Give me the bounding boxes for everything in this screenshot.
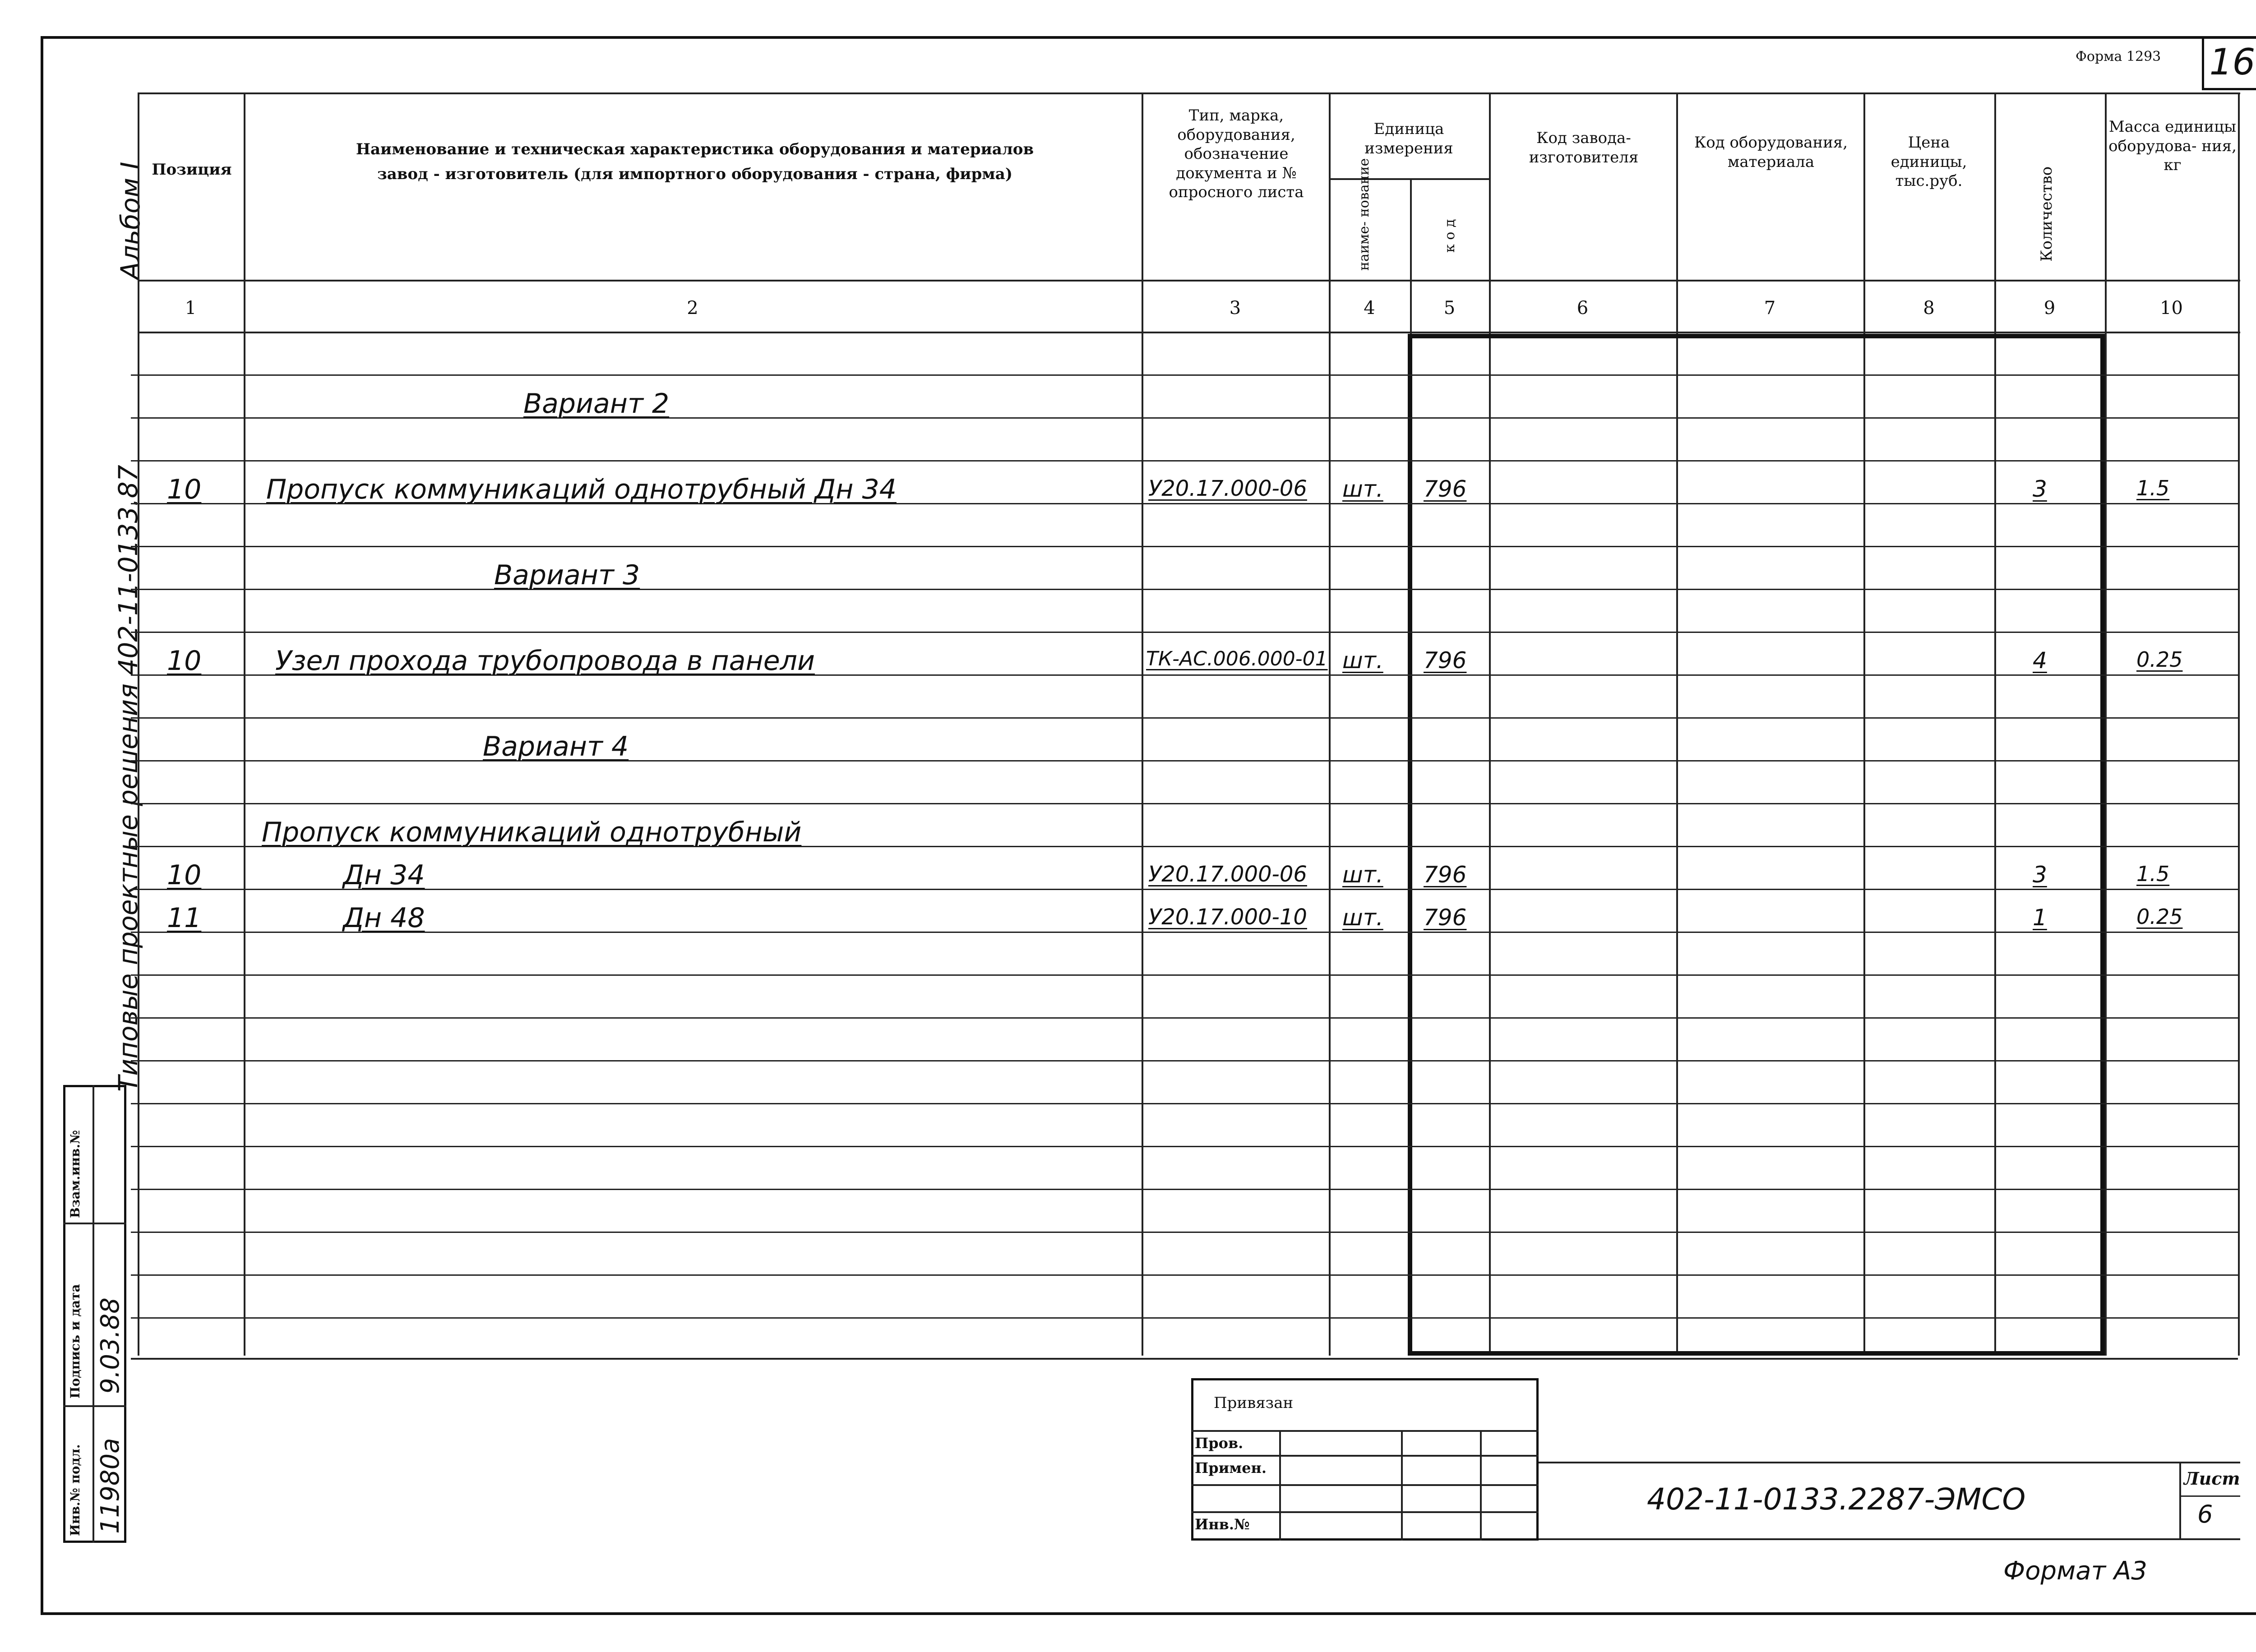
row-variant-4: Вариант 4 — [483, 731, 629, 762]
row3-name: Узел прохода трубопровода в панели — [275, 645, 815, 677]
row1-mass: 1.5 — [2136, 476, 2170, 500]
header-factory-code: Код завода- изготовителя — [1529, 129, 1639, 166]
header-type: Тип, марка, оборудования, обозначение документа и № опросного листа — [1169, 106, 1304, 201]
row6-type: У20.17.000-06 — [1148, 862, 1307, 887]
header-name-line2: завод - изготовитель (для импортного оборудования - страна, фирма) — [377, 165, 1012, 183]
doc-code: 402-11-0133.2287-ЭМСО — [1647, 1482, 2026, 1517]
highlight-box — [1408, 334, 2105, 1356]
colnum-5: 5 — [1443, 298, 1456, 318]
header-unit: Единица измерения — [1364, 120, 1453, 157]
format-label: Формат А3 — [2003, 1556, 2147, 1586]
colnum-1: 1 — [185, 298, 197, 318]
row3-code: 796 — [1424, 647, 1467, 674]
stamp-value-date: 9.03.88 — [96, 1297, 125, 1394]
col-border — [138, 92, 139, 1356]
colnum-10: 10 — [2160, 298, 2183, 318]
series-label: Типовые проектные решения 402-11-0133.87 — [113, 465, 143, 1092]
row6-qty: 3 — [2033, 862, 2047, 888]
row3-type: ТК-АС.006.000-01 — [1146, 647, 1328, 670]
colnum-4: 4 — [1364, 298, 1375, 318]
row7-pos: 11 — [167, 902, 202, 934]
row1-type: У20.17.000-06 — [1148, 476, 1307, 501]
header-equipment-code: Код оборудования, материала — [1694, 134, 1848, 171]
row3-pos: 10 — [167, 645, 202, 677]
header-unit-name: наиме- нование — [1356, 158, 1372, 271]
row1-pos: 10 — [167, 474, 202, 505]
row6-name: Дн 34 — [343, 859, 425, 891]
row7-unit: шт. — [1342, 904, 1383, 931]
row5-name: Пропуск коммуникаций однотрубный — [262, 817, 802, 848]
header-price: Цена единицы, тыс.руб. — [1891, 134, 1967, 190]
form-label: Форма 1293 — [2076, 49, 2161, 65]
row6-unit: шт. — [1342, 862, 1383, 888]
row7-code: 796 — [1424, 904, 1467, 931]
colnum-6: 6 — [1576, 298, 1589, 318]
colnum-9: 9 — [2043, 298, 2056, 318]
inv-label: Инв.№ — [1195, 1516, 1250, 1533]
checked-label: Пров. — [1195, 1435, 1244, 1452]
album-label: Альбом I — [115, 162, 146, 280]
row3-mass: 0.25 — [2136, 647, 2183, 672]
row-variant-3: Вариант 3 — [494, 559, 640, 591]
stamp-label-replace: Взам.инв.№ — [68, 1130, 83, 1218]
row1-name: Пропуск коммуникаций однотрубный Дн 34 — [266, 474, 897, 505]
row6-mass: 1.5 — [2136, 862, 2170, 886]
row3-qty: 4 — [2033, 647, 2047, 674]
header-name-line1: Наименование и техническая характеристика оборудования и материалов — [356, 140, 1034, 158]
stamp-value-inv: 11980а — [96, 1438, 125, 1534]
row1-qty: 3 — [2033, 476, 2047, 502]
row-variant-2: Вариант 2 — [523, 388, 670, 420]
colnum-2: 2 — [687, 298, 698, 318]
header-quantity: Количество — [2038, 166, 2056, 262]
colnum-8: 8 — [1923, 298, 1935, 318]
header-position: Позиция — [152, 161, 232, 179]
colnum-7: 7 — [1764, 298, 1776, 318]
row7-qty: 1 — [2033, 904, 2047, 931]
header-unit-code: к о д — [1442, 219, 1458, 253]
row6-pos: 10 — [167, 859, 202, 891]
row1-code: 796 — [1424, 476, 1467, 502]
stamp-label-inv: Инв.№ подл. — [68, 1444, 83, 1536]
sheet-label: Лист — [2184, 1468, 2240, 1489]
sheet-corner-number: 16 — [2202, 36, 2256, 90]
colnum-3: 3 — [1229, 298, 1241, 318]
row7-name: Дн 48 — [343, 902, 425, 934]
sheet-number: 6 — [2197, 1500, 2213, 1528]
row7-type: У20.17.000-10 — [1148, 904, 1307, 930]
row3-unit: шт. — [1342, 647, 1383, 674]
row7-mass: 0.25 — [2136, 904, 2183, 929]
row6-code: 796 — [1424, 862, 1467, 888]
linked-label: Привязан — [1214, 1394, 1294, 1412]
stamp-label-sign: Подпись и дата — [68, 1284, 83, 1398]
row1-unit: шт. — [1342, 476, 1383, 502]
header-mass: Масса единицы оборудова- ния, кг — [2108, 118, 2237, 174]
applied-label: Примен. — [1195, 1459, 1267, 1477]
